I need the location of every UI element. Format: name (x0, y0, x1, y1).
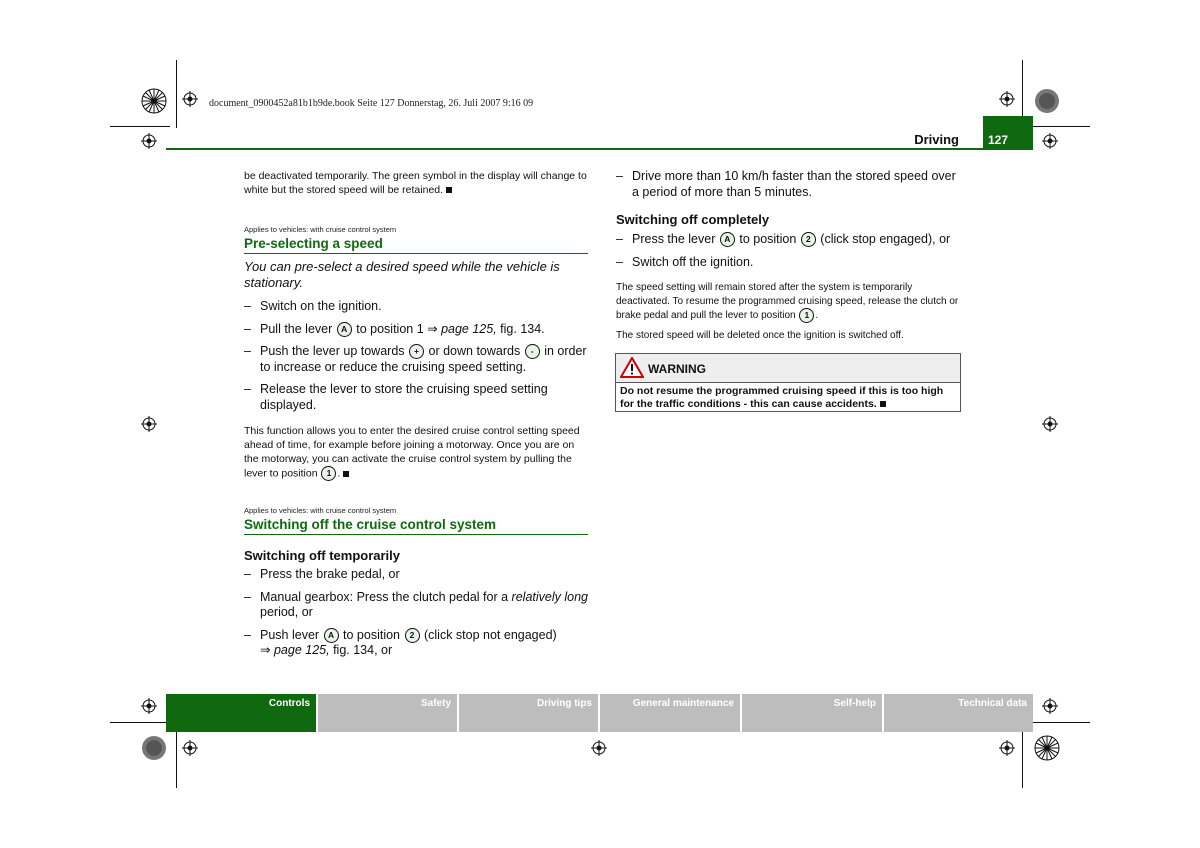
warning-box (615, 353, 961, 412)
section-heading-preselect: Pre-selecting a speed (244, 236, 588, 254)
page-reference[interactable]: page 125, (273, 643, 330, 657)
print-file-info: document_0900452a81b1b9de.book Seite 127 Donnerstag, 26. Juli 2007 9:16 09 (209, 98, 534, 109)
registration-mark-icon (141, 416, 157, 432)
chapter-nav (166, 694, 1033, 732)
list-item: – Push lever A to position 2 (click stop not engaged) ⇒ page 125, fig. 134, or (244, 628, 588, 659)
warning-text: Do not resume the programmed cruising speed if this is too high for the traffic conditions - this can cause accidents. (620, 385, 944, 410)
end-marker-icon (446, 187, 452, 193)
deleted-paragraph: The stored speed will be deleted once the ignition is switched off. (616, 330, 904, 341)
list-item: – Drive more than 10 km/h faster than the stored speed over a period of more than 5 minutes. (616, 169, 960, 200)
list-item: – Press the brake pedal, or (244, 567, 588, 583)
registration-mark-icon (141, 133, 157, 149)
applies-note: Applies to vehicles: with cruise control system (244, 506, 397, 515)
list-item: – Switch on the ignition. (244, 299, 588, 315)
registration-mark-icon (999, 91, 1015, 107)
warning-triangle-icon (620, 357, 644, 378)
registration-mark-icon (591, 740, 607, 756)
position-2-symbol: 2 (405, 628, 420, 643)
minus-symbol: - (525, 344, 540, 359)
end-marker-icon (343, 471, 349, 477)
tab-technical-data[interactable]: Technical data (884, 694, 1033, 732)
left-column (244, 169, 588, 659)
list-item: – Push the lever up towards + or down towards - in order to increase or reduce the cruising speed setting. (244, 344, 588, 375)
list-item: – Switch off the ignition. (616, 255, 960, 271)
list-item: – Release the lever to store the cruising speed setting displayed. (244, 382, 588, 413)
color-rosette-icon (141, 88, 167, 114)
right-column (616, 169, 960, 343)
position-1-symbol: 1 (321, 466, 336, 481)
registration-mark-icon (999, 740, 1015, 756)
section-heading-switch-off: Switching off the cruise control system (244, 517, 588, 535)
tab-general-maintenance[interactable]: General maintenance (600, 694, 740, 732)
registration-mark-icon (182, 91, 198, 107)
list-item: – Press the lever A to position 2 (click stop engaged), or (616, 232, 960, 248)
position-2-symbol: 2 (801, 232, 816, 247)
registration-mark-icon (1042, 698, 1058, 714)
arrow-icon: ⇒ (260, 643, 271, 657)
tab-safety[interactable]: Safety (318, 694, 457, 732)
applies-note: Applies to vehicles: with cruise control system (244, 225, 397, 234)
registration-mark-icon (1042, 133, 1058, 149)
lever-a-symbol: A (324, 628, 339, 643)
lever-a-symbol: A (337, 322, 352, 337)
warning-header (616, 354, 960, 383)
registration-mark-icon (1042, 416, 1058, 432)
end-marker-icon (880, 401, 886, 407)
section-lead: You can pre-select a desired speed while the vehicle is stationary. (244, 259, 560, 290)
tab-self-help[interactable]: Self-help (742, 694, 882, 732)
position-1-symbol: 1 (799, 308, 814, 323)
tab-driving-tips[interactable]: Driving tips (459, 694, 598, 732)
running-section-title: Driving (914, 132, 959, 147)
lever-a-symbol: A (720, 232, 735, 247)
intro-paragraph: be deactivated temporarily. The green symbol in the display will change to white but the stored speed will be retained. (244, 170, 587, 196)
page-reference[interactable]: page 125, (441, 321, 497, 336)
function-paragraph: This function allows you to enter the desired cruise control setting speed ahead of time, for example before joining a motorway. Once you are on the motorway, you can activate the cruise control system by pulling the lever to position 1 . (244, 425, 580, 480)
tab-controls[interactable]: Controls (166, 694, 316, 732)
list-item: – Pull the lever A to position 1 ⇒ page 125, fig. 134. (244, 322, 588, 338)
registration-mark-icon (182, 740, 198, 756)
warning-title: WARNING (648, 362, 706, 376)
registration-mark-icon (141, 698, 157, 714)
plus-symbol: + (409, 344, 424, 359)
gray-target-icon (141, 735, 167, 761)
stored-paragraph: The speed setting will remain stored after the system is temporarily deactivated. To resume the programmed cruising speed, release the clutch or brake pedal and pull the lever to position 1 . (616, 282, 959, 322)
header-rule (166, 148, 1033, 150)
subheading-completely: Switching off completely (616, 212, 770, 227)
list-item: – Manual gearbox: Press the clutch pedal for a relatively long period, or (244, 590, 588, 621)
subheading-temporarily: Switching off temporarily (244, 548, 401, 563)
page-number: 127 (988, 133, 1009, 147)
color-rosette-icon (1034, 735, 1060, 761)
gray-target-icon (1034, 88, 1060, 114)
